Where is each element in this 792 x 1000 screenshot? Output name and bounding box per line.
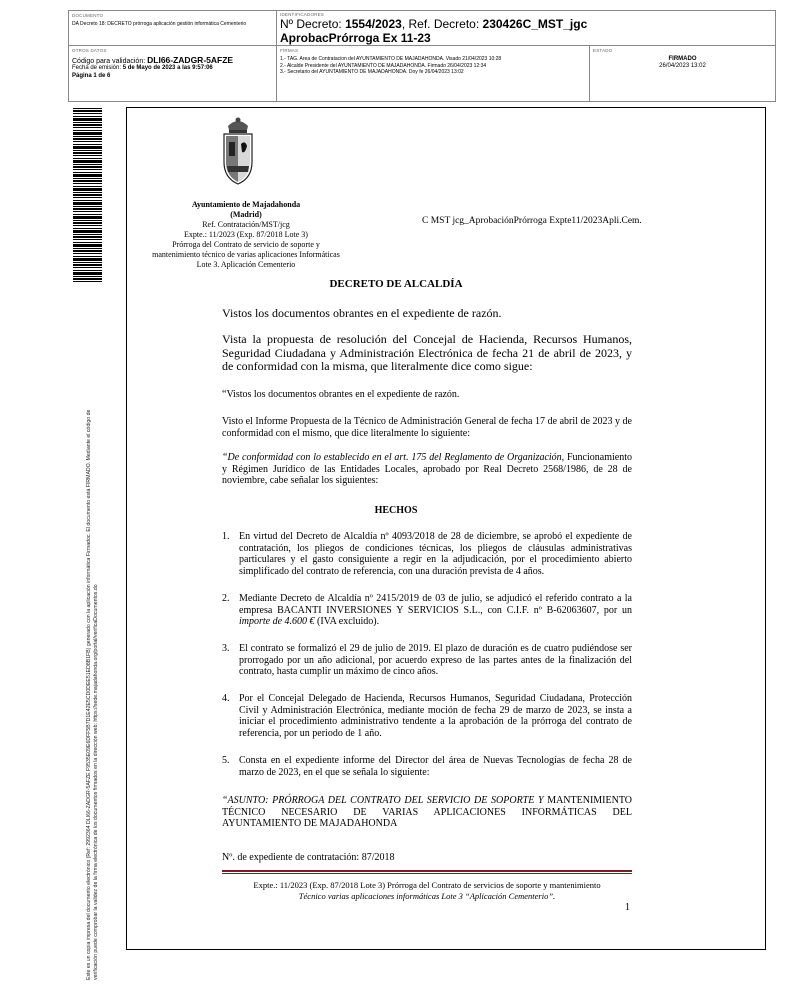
hecho-number: 5.: [222, 755, 230, 766]
hecho-item: [222, 531, 632, 577]
hecho-text: Consta en el expediente informe del Director del área de Nuevas Tecnologías de fecha 28 de marzo de 2023, en el que se señala lo siguiente:: [239, 755, 632, 778]
hecho-text: En virtud del Decreto de Alcaldía nº 4093/2018 de 28 de diciembre, se aprobó el expediente de contratación, los pliegos de condiciones técnicas, los pliegos de cláusulas administrativas particulares y el gasto consiguiente a regir en la adjudicación, por el procedimiento abierto simplificado del contrato de referencia, con una duración prevista de 4 años.: [239, 531, 632, 577]
otros-datos-cell: [69, 46, 277, 101]
hecho-text: [239, 593, 632, 628]
paragraph-vistos: Vistos los documentos obrantes en el expediente de razón.: [222, 306, 502, 320]
paragraph-conformidad: [222, 452, 632, 487]
signature-header-box: [68, 10, 776, 102]
decree-number: 1554/2023: [345, 17, 402, 31]
side-text-line-1: Este es un copia impresa del documento electrónico (Ref: 2992364 DLI66-ZADGR-5AFZE F9535E09E6DFF5B7D1E42E5CD0DEE51ED8B1FB) generado con la aplicación informática Firmadoc. El documento está FIRMADO. Mediante el código de: [86, 409, 92, 980]
conformidad-rest: Funcionamiento y Régimen Jurídico de las Entidades Locales, aprobado por Real Decreto 2568/1986, de 28 de noviembre, cabe señalar los siguientes:: [222, 452, 632, 486]
asunto-rest: MANTENIMIENTO TÉCNICO NECESARIO DE VARIAS APLICACIONES INFORMÁTICAS DEL AYUNTAMIENTO DE MAJADAHONDA: [222, 795, 632, 829]
hecho-item: [222, 755, 632, 778]
firmas-list: [280, 56, 586, 76]
hecho-number: 1.: [222, 531, 230, 542]
decree-line-2: AprobacPrórroga Ex 11-23: [280, 31, 431, 45]
hecho-text: Por el Concejal Delegado de Hacienda, Recursos Humanos, Seguridad Ciudadana, Protección Civil y Administración Electrónica, mediante moción de fecha 29 de marzo de 2023, se insta a iniciar el procedimiento administrativo tendente a la aprobación de la prórroga del contrato de referencia, por un periodo de 1 año.: [239, 693, 632, 739]
footer-line-2: Técnico varias aplicaciones informáticas Lote 3 “Aplicación Cementerio”.: [298, 891, 556, 901]
hecho-item: [222, 593, 632, 628]
hecho-text-part: (IVA excluido).: [314, 616, 380, 628]
validation-code[interactable]: DLI66-ZADGR-5AFZE: [147, 55, 234, 65]
entity-block: [150, 200, 342, 270]
estado-caption: ESTADO: [593, 48, 613, 53]
document-title: DECRETO DE ALCALDÍA: [329, 278, 463, 290]
decree-mid: , Ref. Decreto:: [401, 17, 480, 31]
identificadores-caption: IDENTIFICADORES: [280, 12, 325, 17]
firmas-cell: [277, 46, 590, 101]
estado-cell: [590, 46, 775, 101]
hecho-number: 3.: [222, 643, 230, 654]
firmas-caption: FIRMAS: [280, 48, 299, 53]
entity-name: Ayuntamiento de Majadahonda: [191, 200, 301, 209]
page-footer: [222, 880, 632, 902]
hecho-text-part: Mediante Decreto de Alcaldía nº 2415/2019 de 03 de julio, se adjudicó el referido contrato a la empresa BACANTI INVERSIONES Y SERVICIOS S.L., con C.I.F. nº B-62063607, por un: [239, 593, 632, 616]
expediente-number: Nº. de expediente de contratación: 87/2018: [222, 852, 395, 863]
otros-caption: OTROS DATOS: [72, 48, 107, 53]
entity-description: Prórroga del Contrato de servicio de soporte y mantenimiento técnico de varias aplicaciones Informáticas Lote 3. Aplicación Cementerio: [152, 240, 340, 269]
estado-status: [593, 56, 772, 70]
paragraph-informe: Visto el Informe Propuesta de la Técnico de Administración General de fecha 17 de abril de 2023 y de conformidad con el mismo, que dice literalmente lo siguiente:: [222, 416, 632, 439]
documento-value: DA Decreto 18: DECRETO prórroga aplicación gestión informática Cementerio: [72, 21, 247, 27]
page-info: Página 1 de 6: [72, 72, 111, 79]
csv-reference: C MST jcg_AprobaciónPrórroga Expte11/2023Apli.Cem.: [422, 216, 642, 226]
documento-cell: [69, 11, 277, 46]
decree-ref: 230426C_MST_jgc: [482, 17, 588, 31]
estado-value: FIRMADO: [668, 56, 697, 62]
hecho-item: [222, 643, 632, 678]
documento-caption: DOCUMENTO: [72, 13, 104, 18]
entity-region: (Madrid): [230, 210, 262, 219]
validation-line: [72, 55, 273, 65]
emission-date: 5 de Mayo de 2023 a las 9:57:06: [122, 65, 213, 71]
paragraph-propuesta: Vista la propuesta de resolución del Concejal de Hacienda, Recursos Humanos, Seguridad Ciudadana y Administración Electrónica de fecha 21 de abril de 2023, y de conformidad con la misma, que literalmente dice como sigue:: [222, 332, 632, 373]
hecho-number: 4.: [222, 693, 230, 704]
firma-entry: 3.- Secretario del AYUNTAMIENTO DE MAJADAHONDA. Doy fe 26/04/2023 13:02: [280, 69, 464, 75]
conformidad-italic: “De conformidad con lo establecido en el art. 175 del Reglamento de Organización,: [222, 452, 565, 463]
decree-prefix: Nº Decreto:: [280, 17, 342, 31]
footer-divider-thin: [222, 873, 632, 874]
paragraph-vistos-quote: “Vistos los documentos obrantes en el expediente de razón.: [222, 389, 460, 400]
validation-label: Código para validación:: [72, 58, 146, 65]
footer-divider: [222, 870, 632, 872]
estado-date: 26/04/2023 13:02: [659, 63, 706, 69]
firma-entry: 2.- Alcalde Presidente del AYUNTAMIENTO DE MAJADAHONDA. Firmado 26/04/2023 12:34: [280, 62, 487, 69]
barcode-image: [73, 108, 102, 284]
entity-expte: Expte.: 11/2023 (Exp. 87/2018 Lote 3): [184, 230, 308, 239]
hechos-heading: HECHOS: [374, 505, 418, 516]
hecho-text: El contrato se formalizó el 29 de julio de 2019. El plazo de duración es de cuatro pudiéndose ser prorrogado por un año adicional, por acuerdo expreso de las partes antes de la finalización del contrato, hasta cumplir un máximo de cinco años.: [239, 643, 632, 678]
hecho-importe: importe de 4.600 €: [239, 616, 315, 628]
firma-entry: 1.- TAG. Area de Contratacion del AYUNTAMIENTO DE MAJADAHONDA. Visado 21/04/2023 10:28: [280, 56, 502, 62]
side-verification-text: [86, 300, 100, 980]
entity-ref: Ref. Contratación/MST/jcg: [202, 220, 290, 229]
emission-line: [72, 65, 273, 73]
decree-number-line: [280, 17, 772, 31]
identificadores-cell: [277, 11, 775, 46]
emission-label: Fecha de emisión:: [72, 65, 122, 71]
hecho-item: [222, 693, 632, 739]
coat-of-arms-icon: [218, 114, 258, 190]
page-number: 1: [625, 902, 630, 913]
asunto-paragraph: [222, 795, 632, 830]
side-text-line-2: verificación puede comprobar la validez de la firma electrónica de los documentos firmados en la dirección web: https://sede.majadahonda.org/portal/verificaDocumentos.do: [93, 584, 99, 980]
footer-line-1: Expte.: 11/2023 (Exp. 87/2018 Lote 3) Prórroga del Contrato de servicios de soporte y mantenimiento: [253, 880, 601, 890]
hecho-number: 2.: [222, 593, 230, 604]
asunto-italic: “ASUNTO: PRÓRROGA DEL CONTRATO DEL SERVICIO DE SOPORTE Y: [222, 795, 544, 806]
